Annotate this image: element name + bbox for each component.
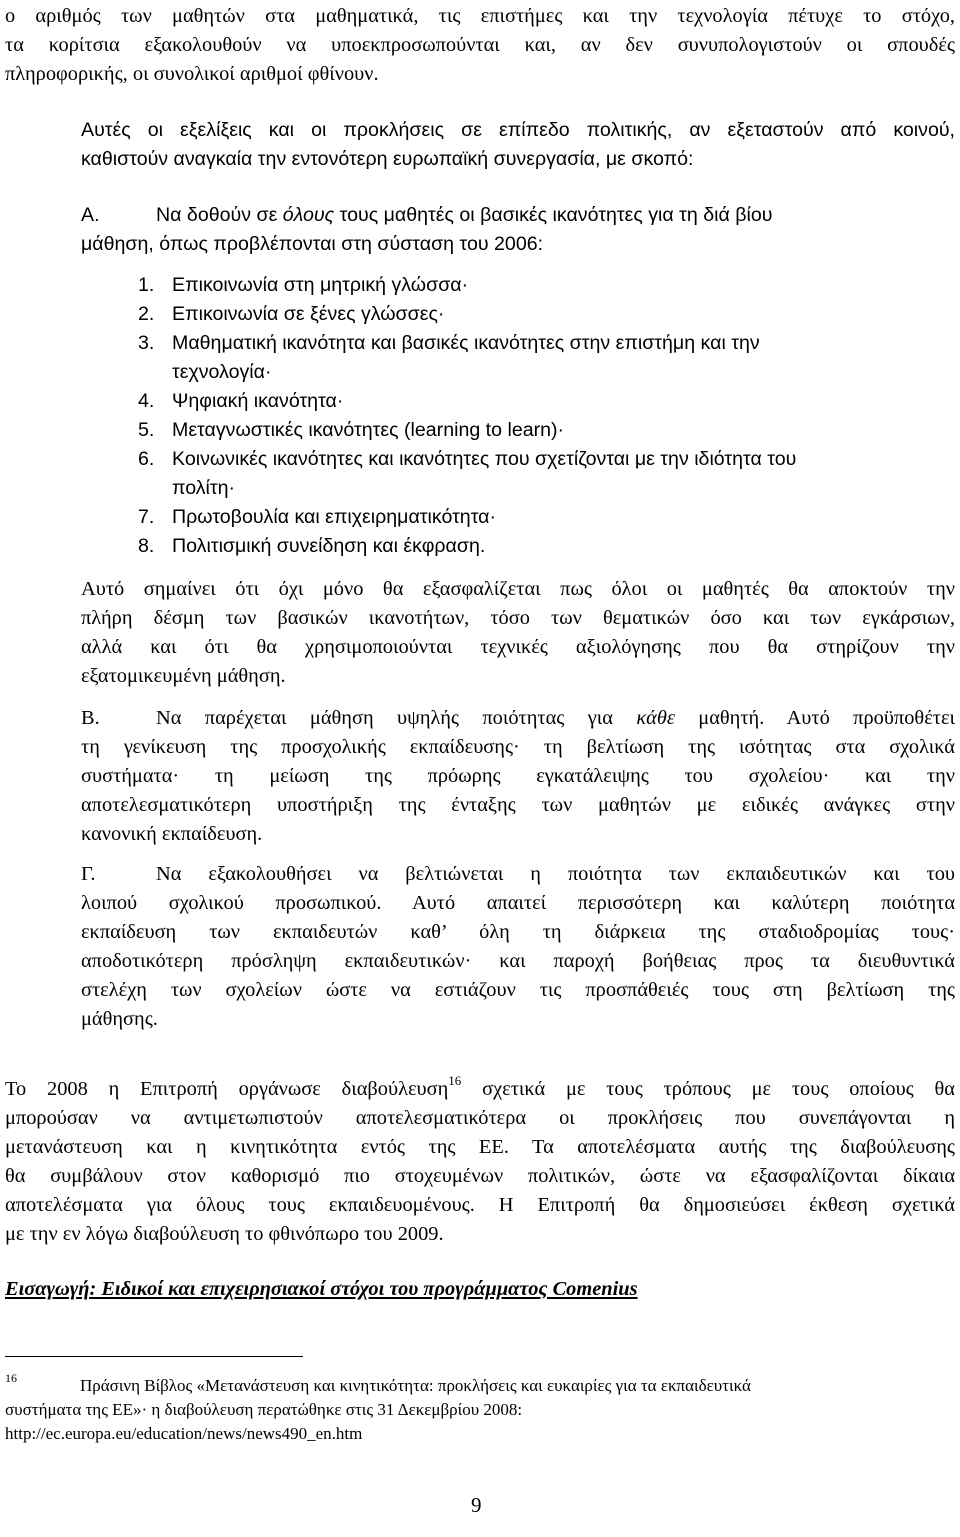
footnote-number: 16 (5, 1371, 17, 1385)
list-item-number: 3. (138, 332, 155, 354)
section-b-text-before: Να παρέχεται μάθηση υψηλής ποιότητας για (156, 707, 637, 729)
section-a-label: Α. (81, 204, 100, 226)
list-item-number: 5. (138, 419, 155, 441)
footnote-line-1 (5, 1371, 915, 1398)
footnote-separator (5, 1356, 303, 1357)
footnote-line-2: συστήματα της ΕΕ»· η διαβούλευση περατώθηκε στις 31 Δεκεμβρίου 2008: (5, 1400, 523, 1419)
list-item (138, 329, 938, 387)
list-item-number: 1. (138, 274, 155, 296)
list-item (138, 503, 938, 532)
list-item-text: Ψηφιακή ικανότητα· (172, 390, 344, 412)
footnote-link[interactable]: http://ec.europa.eu/education/news/news490_en.htm (5, 1424, 363, 1443)
meaning-line-3: αλλά και ότι θα χρησιμοποιούνται τεχνικές αξιολόγησης που θα στηρίζουν την (81, 636, 955, 658)
section-b-line-4: αποτελεσματικότερη υποστήριξη της ένταξης των μαθητών με ειδικές ανάγκες στην (81, 794, 955, 816)
list-item-number: 2. (138, 303, 155, 325)
consultation-line-4: θα συμβάλουν στον καθορισμό πιο στοχευμένων πολιτικών, ώστε να εξασφαλίζονται δίκαια (5, 1165, 955, 1187)
list-item-text: Πολιτισμική συνείδηση και έκφραση. (172, 535, 486, 557)
section-b-label: Β. (81, 707, 100, 729)
consultation-line-6: με την εν λόγω διαβούλευση το φθινόπωρο του 2009. (5, 1223, 444, 1245)
section-b-line-1 (81, 704, 955, 733)
list-item-text: Μαθηματική ικανότητα και βασικές ικανότητες στην επιστήμη και την (172, 332, 760, 354)
list-item (138, 300, 938, 329)
footnote-reference[interactable]: 16 (448, 1073, 462, 1088)
section-a-line-1 (81, 201, 955, 230)
consultation-line-2: μπορούσαν να αντιμετωπιστούν αποτελεσματικότερα οι προκλήσεις που συνεπάγονται η (5, 1107, 955, 1129)
section-b-line-2: τη γενίκευση της προσχολικής εκπαίδευσης· τη βελτίωση της ισότητας στα σχολικά (81, 736, 955, 758)
list-item-text: Πρωτοβουλία και επιχειρηματικότητα· (172, 506, 497, 528)
list-item (138, 532, 938, 561)
section-c-line-5: στελέχη των σχολείων ώστε να εστιάζουν τις προσπάθειές τους στη βελτίωση της (81, 979, 955, 1001)
section-b-line-5: κανονική εκπαίδευση. (81, 823, 263, 845)
consultation-text-after: σχετικά με τους τρόπους με τους οποίους θα (461, 1078, 955, 1100)
page-number: 9 (471, 1493, 482, 1517)
section-c-line-4: αποδοτικότερη πρόσληψη εκπαιδευτικών· και παροχή βοήθειας προς τα διευθυντικά (81, 950, 955, 972)
section-c-line-3: εκπαίδευση των εκπαιδευτών καθ’ όλη τη διάρκεια της σταδιοδρομίας τους· (81, 921, 955, 943)
section-c-line-1 (81, 860, 955, 889)
competences-list (138, 271, 938, 561)
meaning-line-1: Αυτό σημαίνει ότι όχι μόνο θα εξασφαλίζεται πως όλοι οι μαθητές θα αποκτούν την (81, 578, 955, 600)
consultation-line-3: μετανάστευση και η κινητικότητα εντός της ΕΕ. Τα αποτελέσματα αυτής της διαβούλευσης (5, 1136, 955, 1158)
challenges-line-2: καθιστούν αναγκαία την εντονότερη ευρωπαϊκή συνεργασία, με σκοπό: (81, 148, 694, 170)
section-heading: Εισαγωγή: Ειδικοί και επιχειρησιακοί στόχοι του προγράμματος Comenius (5, 1278, 638, 1300)
section-a-text-before: Να δοθούν σε (156, 204, 283, 226)
list-item-text: Μεταγνωστικές ικανότητες (learning to learn)· (172, 419, 565, 441)
list-item-text-cont: πολίτη· (172, 477, 236, 499)
list-item-number: 6. (138, 448, 155, 470)
meaning-line-4: εξατομικευμένη μάθηση. (81, 665, 286, 687)
list-item-text-cont: τεχνολογία· (172, 361, 272, 383)
intro-line-3: πληροφορικής, οι συνολικοί αριθμοί φθίνουν. (5, 63, 379, 85)
intro-line-1: ο αριθμός των μαθητών στα μαθηματικά, τις επιστήμες και την τεχνολογία πέτυχε το στόχο, (5, 5, 955, 27)
list-item-text: Επικοινωνία σε ξένες γλώσσες· (172, 303, 445, 325)
list-item-text: Κοινωνικές ικανότητες και ικανότητες που σχετίζονται με την ιδιότητα του (172, 448, 797, 470)
challenges-line-1: Αυτές οι εξελίξεις και οι προκλήσεις σε επίπεδο πολιτικής, αν εξεταστούν από κοινού, (81, 119, 955, 141)
section-b-text-after: μαθητή. Αυτό προϋποθέτει (674, 707, 955, 729)
section-a-text-after: τους μαθητές οι βασικές ικανότητες για τη διά βίου (334, 204, 773, 226)
list-item-number: 8. (138, 535, 155, 557)
list-item (138, 387, 938, 416)
section-b-line-3: συστήματα· τη μείωση της πρόωρης εγκατάλειψης του σχολείου· και την (81, 765, 955, 787)
consultation-line-5: αποτελέσματα για όλους τους εκπαιδευομένους. Η Επιτροπή θα δημοσιεύσει έκθεση σχετικά (5, 1194, 955, 1216)
intro-line-2: τα κορίτσια εξακολουθούν να υποεκπροσωπούνται και, αν δεν συνυπολογιστούν οι σπουδές (5, 34, 955, 56)
list-item (138, 416, 938, 445)
list-item (138, 445, 938, 503)
section-c-line-2: λοιπού σχολικού προσωπικού. Αυτό απαιτεί περισσότερη και καλύτερη ποιότητα (81, 892, 955, 914)
section-a-emphasis: όλους (282, 204, 335, 226)
list-item-text: Επικοινωνία στη μητρική γλώσσα· (172, 274, 469, 296)
consultation-text-before: Το 2008 η Επιτροπή οργάνωσε διαβούλευση (5, 1078, 449, 1100)
list-item (138, 271, 938, 300)
meaning-line-2: πλήρη δέσμη των βασικών ικανοτήτων, τόσο των θεματικών όσο και των εγκάρσιων, (81, 607, 955, 629)
section-c-label: Γ. (81, 863, 96, 885)
section-a-line-2: μάθηση, όπως προβλέπονται στη σύσταση του 2006: (81, 233, 544, 255)
section-b-emphasis: κάθε (636, 707, 675, 729)
consultation-line-1 (5, 1075, 955, 1104)
footnote-text: Πράσινη Βίβλος «Μετανάστευση και κινητικότητα: προκλήσεις και ευκαιρίες για τα εκπαιδευτικά (80, 1376, 751, 1395)
section-c-text: Να εξακολουθήσει να βελτιώνεται η ποιότητα των εκπαιδευτικών και του (156, 863, 955, 885)
section-c-line-6: μάθησης. (81, 1008, 158, 1030)
list-item-number: 4. (138, 390, 155, 412)
list-item-number: 7. (138, 506, 155, 528)
